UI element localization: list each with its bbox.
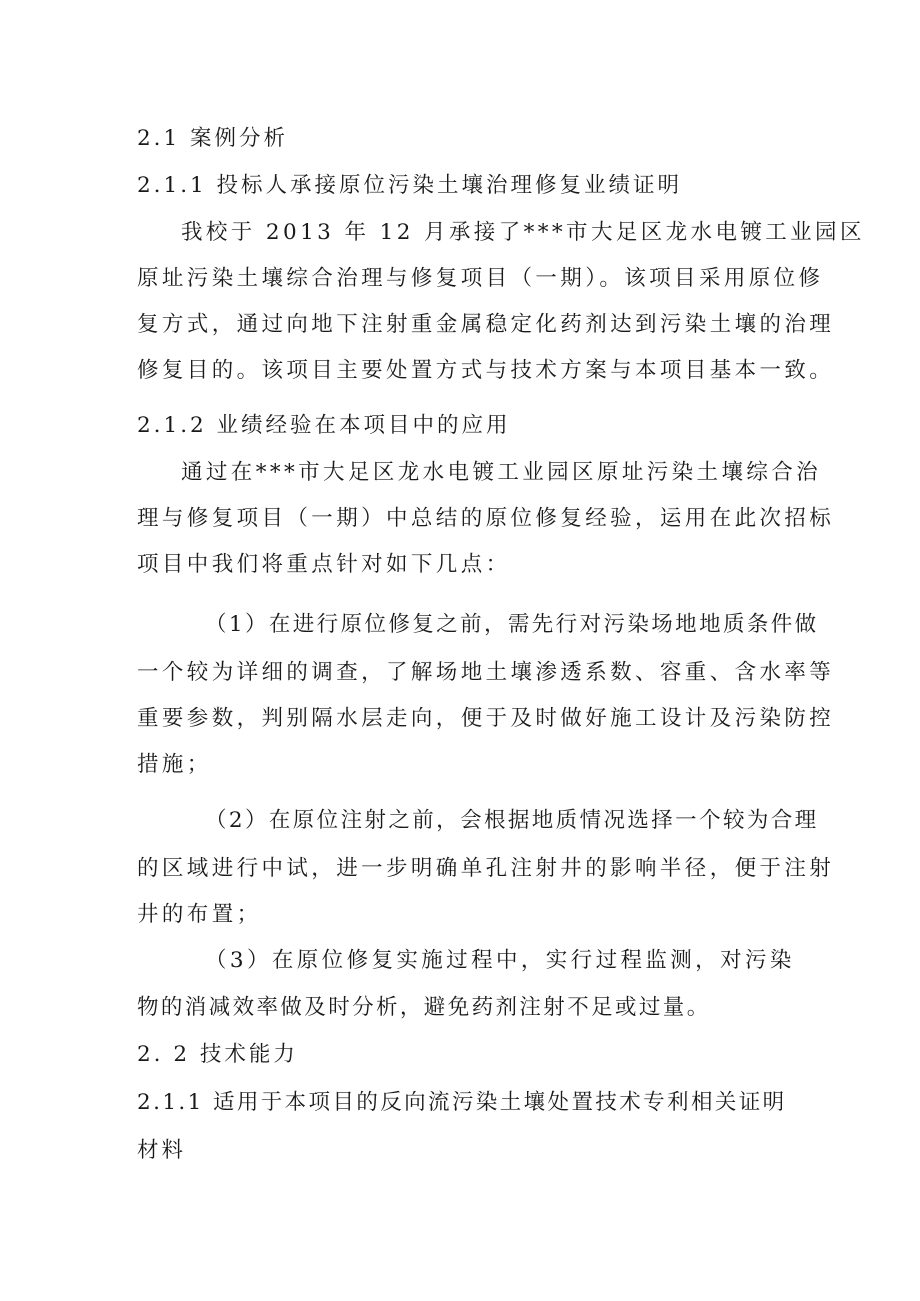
list-item-1-line: 一个较为详细的调查，了解场地土壤渗透系数、容重、含水率等 xyxy=(137,660,835,685)
list-item-3-line: （3）在原位修复实施过程中，实行过程监测，对污染 xyxy=(205,948,795,973)
list-item-2-line: 的区域进行中试，进一步明确单孔注射井的影响半径，便于注射 xyxy=(137,856,835,881)
list-item-1-line: 重要参数，判别隔水层走向，便于及时做好施工设计及污染防控 xyxy=(137,706,835,731)
list-item-2-line: 井的布置； xyxy=(137,902,262,927)
list-item-3-line: 物的消减效率做及时分析，避免药剂注射不足或过量。 xyxy=(137,995,711,1020)
section-heading-2-2: 2. 2 技术能力 xyxy=(137,1042,298,1067)
paragraph-line: 通过在***市大足区龙水电镀工业园区原址污染土壤综合治 xyxy=(181,460,822,485)
list-item-1-line: 措施； xyxy=(137,752,212,777)
list-item-2-line: （2）在原位注射之前，会根据地质情况选择一个较为合理 xyxy=(205,808,819,833)
subsection-heading-2-1-1: 2.1.1 投标人承接原位污染土壤治理修复业绩证明 xyxy=(137,173,683,198)
subsection-heading-2-1-2: 2.1.2 业绩经验在本项目中的应用 xyxy=(137,413,511,438)
list-item-1-line: （1）在进行原位修复之前，需先行对污染场地地质条件做 xyxy=(205,612,819,637)
paragraph-line: 修复目的。该项目主要处置方式与技术方案与本项目基本一致。 xyxy=(137,358,835,383)
paragraph-line: 原址污染土壤综合治理与修复项目（一期）。该项目采用原位修 xyxy=(137,266,824,291)
paragraph-line: 我校于 2013 年 12 月承接了***市大足区龙水电镀工业园区 xyxy=(181,220,865,245)
subsection-heading-line: 材料 xyxy=(137,1138,187,1163)
paragraph-line: 复方式，通过向地下注射重金属稳定化药剂达到污染土壤的治理 xyxy=(137,312,835,337)
subsection-heading-line: 2.1.1 适用于本项目的反向流污染土壤处置技术专利相关证明 xyxy=(137,1090,787,1115)
paragraph-line: 理与修复项目（一期）中总结的原位修复经验，运用在此次招标 xyxy=(137,506,835,531)
paragraph-line: 项目中我们将重点针对如下几点： xyxy=(137,552,511,577)
section-heading-2-1: 2.1 案例分析 xyxy=(137,126,289,151)
